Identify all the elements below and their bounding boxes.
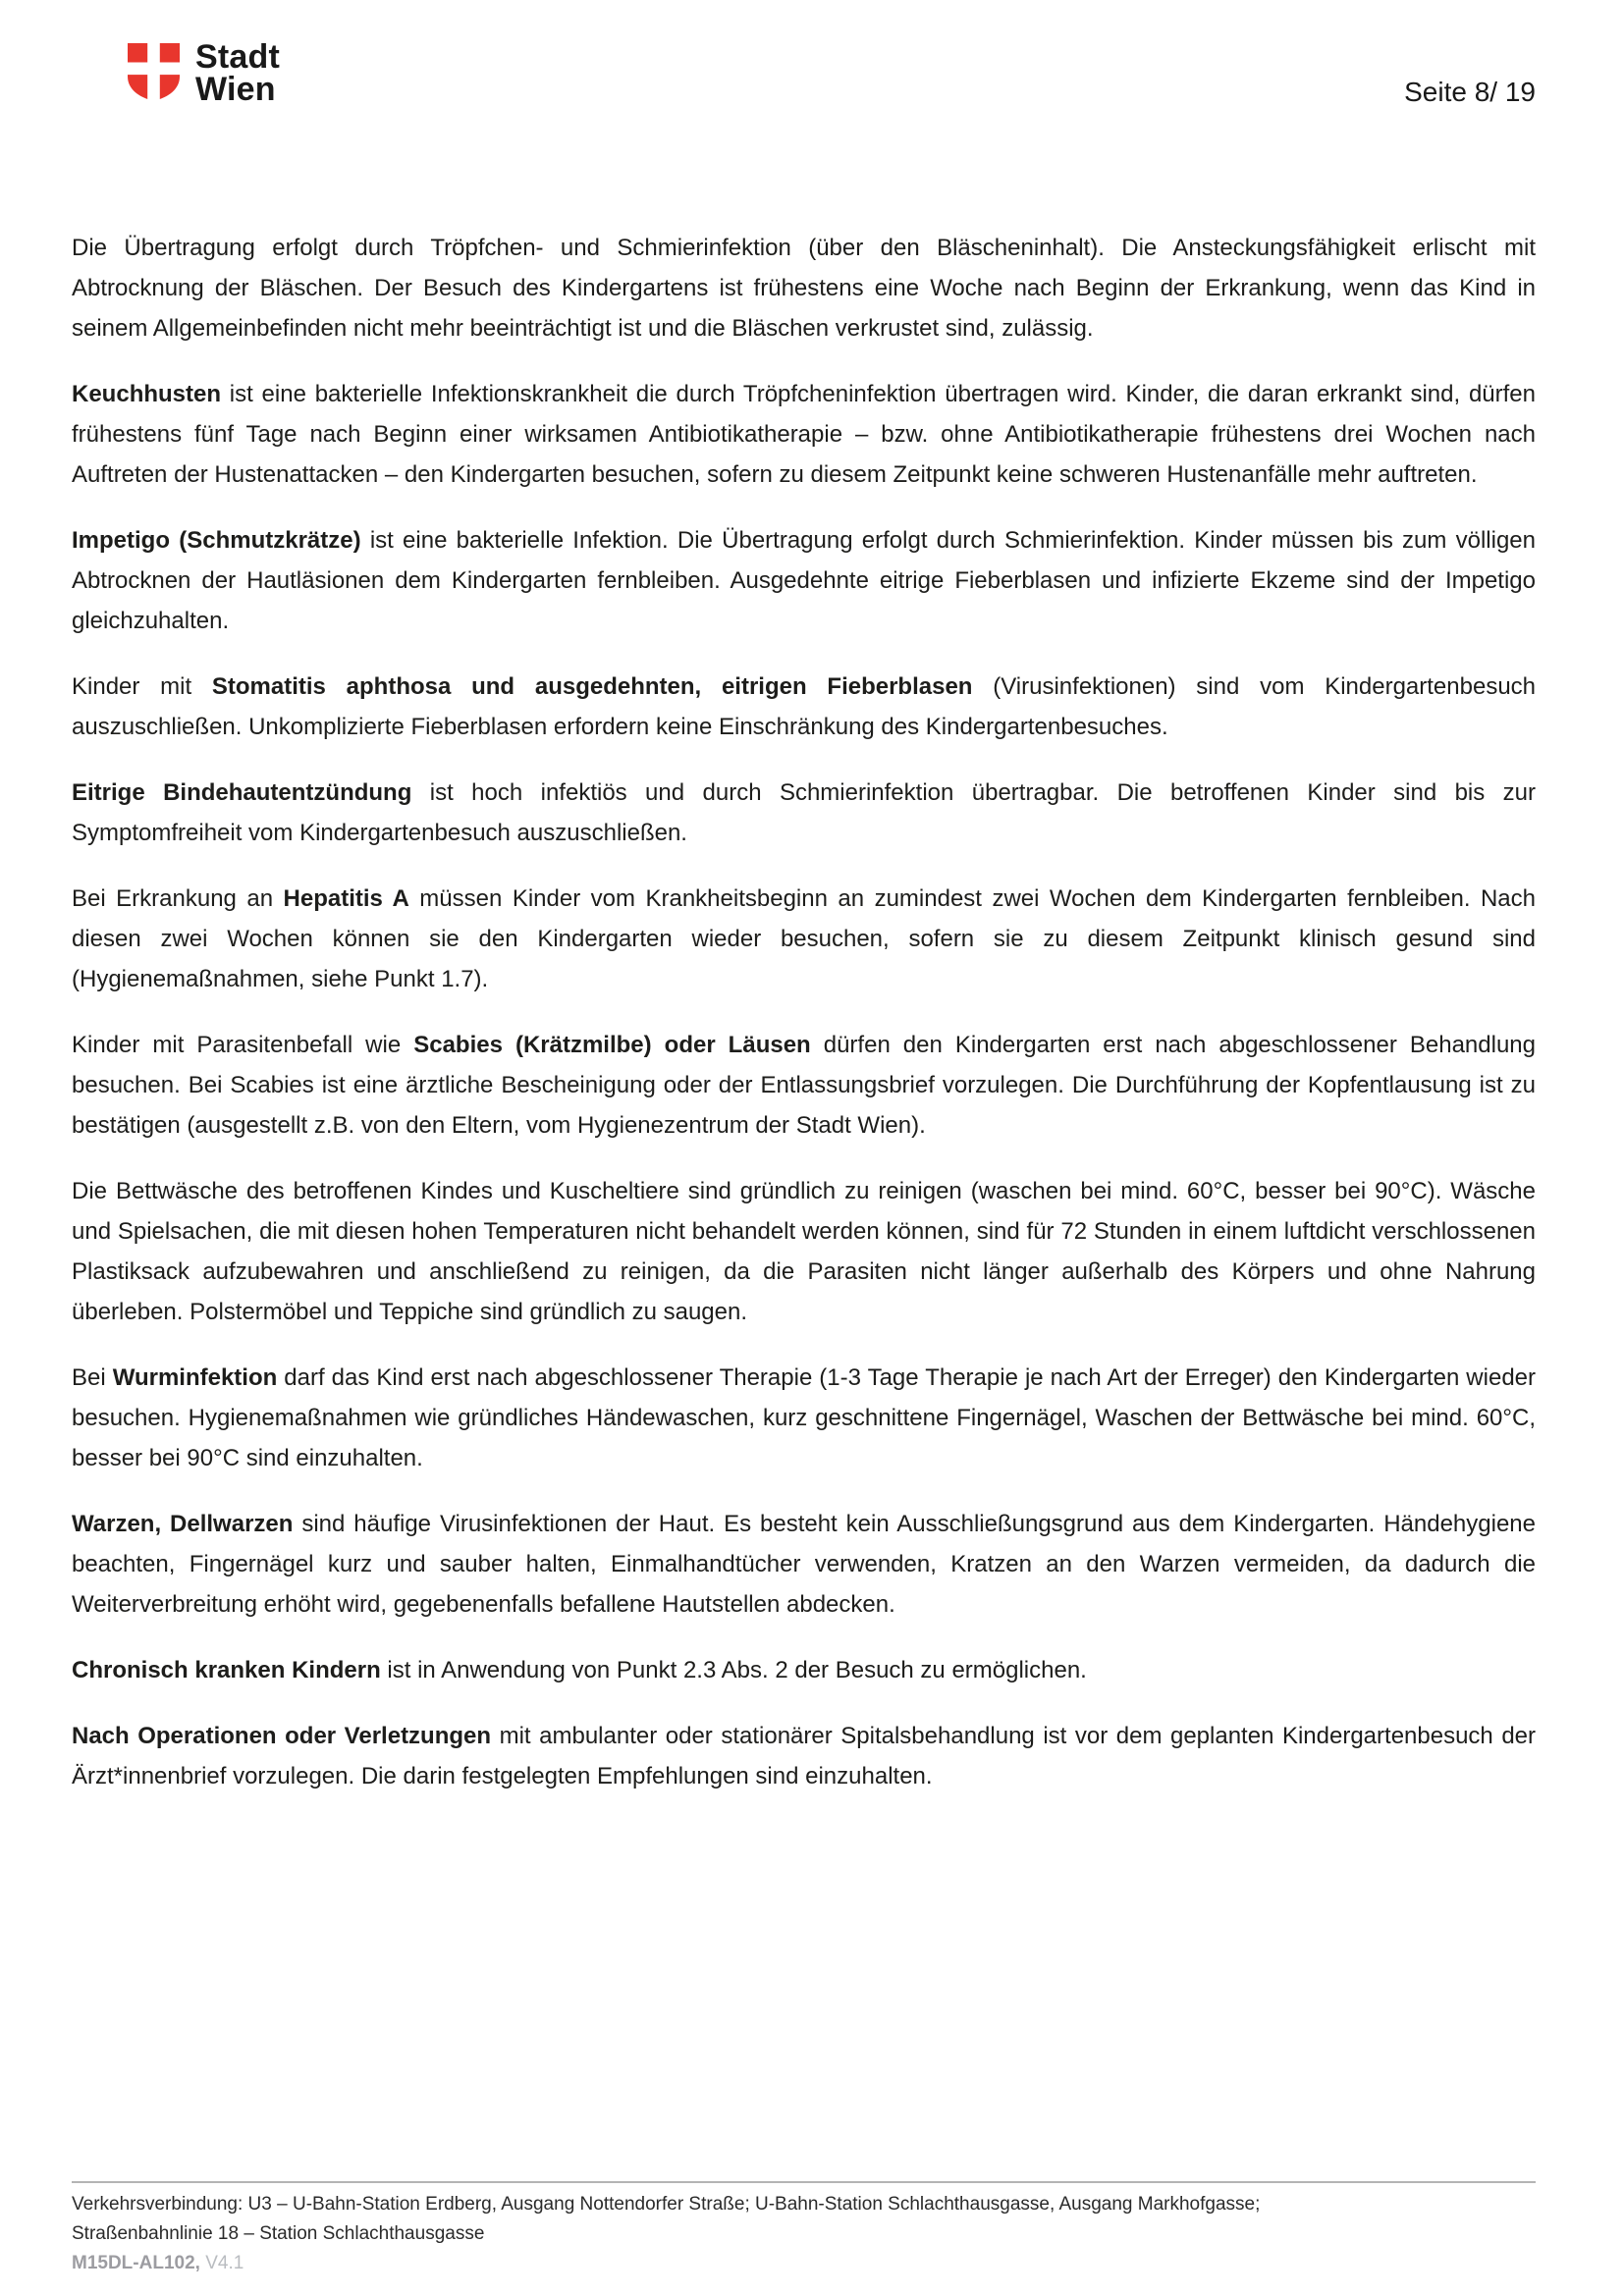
paragraph-text: Kinder mit (72, 673, 212, 700)
logo-line-stadt: Stadt (195, 38, 280, 76)
paragraph-keuchhusten (72, 374, 1536, 495)
page-number: Seite 8/ 19 (1404, 77, 1536, 107)
paragraph-text: Bei (72, 1364, 113, 1391)
paragraph-hepatitis-a (72, 879, 1536, 999)
paragraph-bold-term: Warzen, Dellwarzen (72, 1511, 294, 1537)
paragraph-text: Die Bettwäsche des betroffenen Kindes und Kuscheltiere sind gründlich zu reinigen (waschen bei mind. 60°C, besser bei 90°C). Wäsche und Spielsachen, die mit diesen hohen Temperaturen nicht behandelt werden können, sind für 72 Stunden in einem luftdicht verschlossenen Plastiksack aufzubewahren und anschließend zu reinigen, da die Parasiten nicht länger außerhalb des Körpers und ohne Nahrung überleben. Polstermöbel und Teppiche sind gründlich zu saugen. (72, 1178, 1536, 1325)
paragraph-bindehautentzuendung (72, 773, 1536, 853)
paragraph-text: Bei Erkrankung an (72, 885, 284, 912)
paragraph-warzen (72, 1504, 1536, 1625)
paragraph-bold-term: Stomatitis aphthosa und ausgedehnten, eitrigen Fieberblasen (211, 673, 973, 700)
transit-info-line2: Straßenbahnlinie 18 – Station Schlachthausgasse (72, 2223, 485, 2244)
paragraph-bold-term: Impetigo (Schmutzkrätze) (72, 527, 361, 554)
paragraph-text: mit ambulanter oder stationärer Spitalsbehandlung ist vor dem geplanten Kindergartenbesuch der Ärzt*innenbrief vorzulegen. Die darin festgelegten Empfehlungen sind einzuhalten. (72, 1723, 1537, 1789)
paragraph-bold-term: Eitrige Bindehautentzündung (72, 779, 412, 806)
paragraph-bold-term: Nach Operationen oder Verletzungen (72, 1723, 492, 1749)
document-body (72, 228, 1536, 1796)
stadt-wien-logo (128, 38, 280, 108)
paragraph-text: ist eine bakterielle Infektion. Die Übertragung erfolgt durch Schmierinfektion. Kinder müssen bis zum völligen Abtrocknen der Hautläsionen dem Kindergarten fernbleiben. Ausgedehnte eitrige Fieberblasen und infizierte Ekzeme sind der Impetigo gleichzuhalten. (72, 527, 1537, 634)
paragraph-bold-term: Hepatitis A (283, 885, 409, 912)
logo-wordmark (195, 38, 280, 108)
paragraph-bold-term: Chronisch kranken Kindern (72, 1657, 381, 1683)
paragraph-text: darf das Kind erst nach abgeschlossener Therapie (1-3 Tage Therapie je nach Art der Erreger) den Kindergarten wieder besuchen. Hygienemaßnahmen wie gründliches Händewaschen, kurz geschnittene Fingernägel, Waschen der Bettwäsche bei mind. 60°C, besser bei 90°C sind einzuhalten. (72, 1364, 1537, 1471)
page-footer (72, 2181, 1536, 2278)
paragraph-bold-term: Wurminfektion (112, 1364, 278, 1391)
paragraph-bold-term: Keuchhusten (72, 381, 222, 407)
paragraph-text: dürfen den Kindergarten erst nach abgeschlossener Behandlung besuchen. Bei Scabies ist eine ärztliche Bescheinigung oder der Entlassungsbrief vorzulegen. Die Durchführung der Kopfentlausung ist zu bestätigen (ausgestellt z.B. von den Eltern, vom Hygienezentrum der Stadt Wien). (72, 1032, 1536, 1139)
wien-shield-icon (128, 43, 180, 101)
paragraph-wurminfektion (72, 1358, 1536, 1478)
paragraph-impetigo (72, 520, 1536, 641)
paragraph-text: sind häufige Virusinfektionen der Haut. Es besteht kein Ausschließungsgrund aus dem Kindergarten. Händehygiene beachten, Fingernägel kurz und sauber halten, Einmalhandtücher verwenden, Kratzen an den Warzen vermeiden, da dadurch die Weiterverbreitung erhöht wird, gegebenenfalls befallene Hautstellen abdecken. (72, 1511, 1536, 1618)
paragraph-text: müssen Kinder vom Krankheitsbeginn an zumindest zwei Wochen dem Kindergarten fernbleiben. Nach diesen zwei Wochen können sie den Kindergarten wieder besuchen, sofern sie zu diesem Zeitpunkt klinisch gesund sind (Hygienemaßnahmen, siehe Punkt 1.7). (72, 885, 1536, 992)
paragraph-bettwaesche (72, 1171, 1536, 1332)
logo-line-wien: Wien (195, 71, 276, 108)
transit-info-line1: Verkehrsverbindung: U3 – U-Bahn-Station Erdberg, Ausgang Nottendorfer Straße; U-Bahn-Station Schlachthausgasse, Ausgang Markhofgasse; (72, 2194, 1261, 2215)
paragraph-chronisch-kranke (72, 1650, 1536, 1690)
paragraph-scabies-laeuse (72, 1025, 1536, 1146)
paragraph-text: ist in Anwendung von Punkt 2.3 Abs. 2 der Besuch zu ermöglichen. (380, 1657, 1087, 1683)
paragraph-operationen (72, 1716, 1536, 1796)
paragraph-text: (Virusinfektionen) sind vom Kindergartenbesuch auszuschließen. Unkomplizierte Fieberblasen erfordern keine Einschränkung des Kindergartenbesuches. (72, 673, 1537, 740)
document-code-line (72, 2249, 1536, 2278)
paragraph-bold-term: Scabies (Krätzmilbe) oder Läusen (413, 1032, 811, 1058)
paragraph-transmission (72, 228, 1536, 348)
page-header (72, 0, 1536, 108)
paragraph-stomatitis (72, 667, 1536, 747)
paragraph-text: ist hoch infektiös und durch Schmierinfektion übertragbar. Die betroffenen Kinder sind bis zur Symptomfreiheit vom Kindergartenbesuch auszuschließen. (72, 779, 1537, 846)
paragraph-text: ist eine bakterielle Infektionskrankheit die durch Tröpfcheninfektion übertragen wird. Kinder, die daran erkrankt sind, dürfen frühestens fünf Tage nach Beginn einer wirksamen Antibiotikatherapie – bzw. ohne Antibiotikatherapie frühestens drei Wochen nach Auftreten der Hustenattacken – den Kindergarten besuchen, sofern zu diesem Zeitpunkt keine schweren Hustenanfälle mehr auftreten. (72, 381, 1536, 488)
document-version: V4.1 (199, 2253, 244, 2273)
paragraph-text: Die Übertragung erfolgt durch Tröpfchen- und Schmierinfektion (über den Bläscheninhalt). Die Ansteckungsfähigkeit erlischt mit Abtrocknung der Bläschen. Der Besuch des Kindergartens ist frühestens eine Woche nach Beginn der Erkrankung, wenn das Kind in seinem Allgemeinbefinden nicht mehr beeinträchtigt ist und die Bläschen verkrustet sind, zulässig. (72, 235, 1536, 342)
document-code: M15DL-AL102, (72, 2253, 200, 2273)
paragraph-text: Kinder mit Parasitenbefall wie (72, 1032, 414, 1058)
